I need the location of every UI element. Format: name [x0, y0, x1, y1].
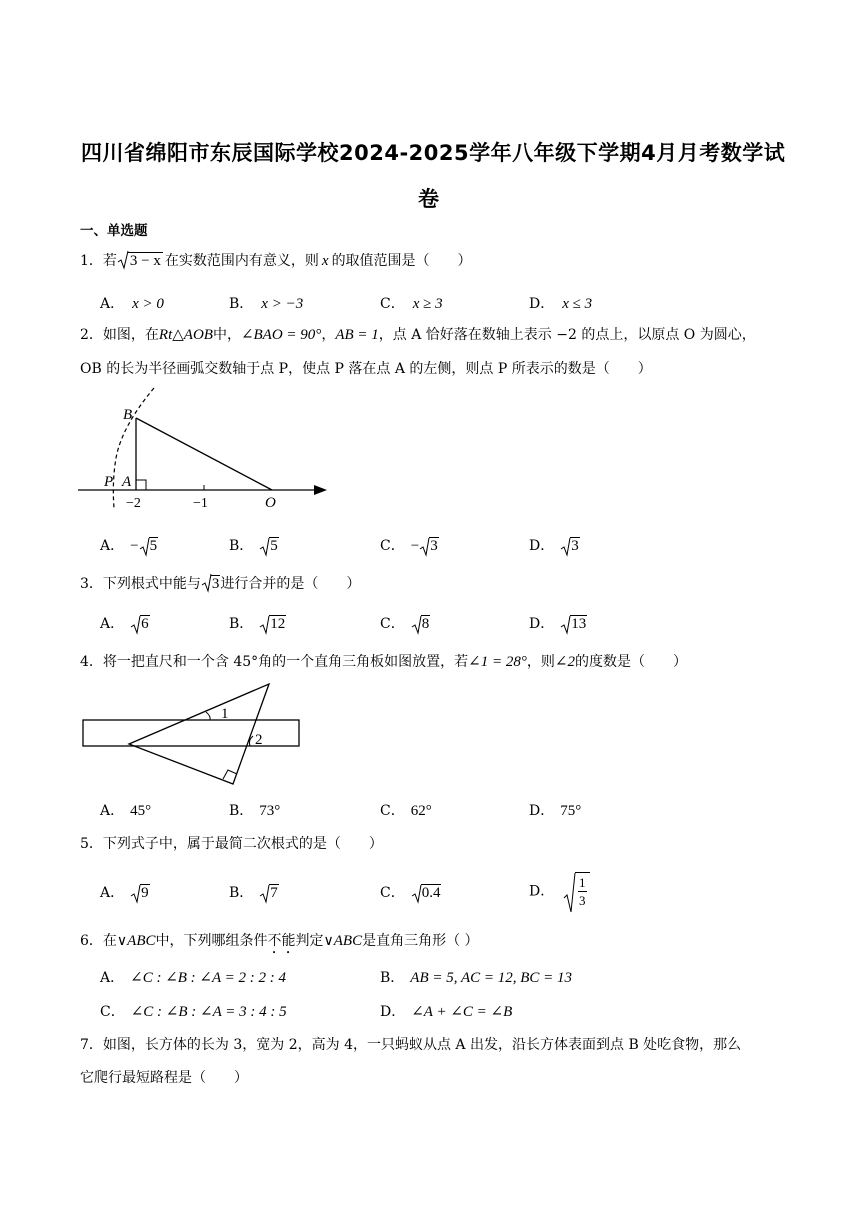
- label-o: O: [265, 495, 276, 511]
- question-7-line2: 它爬行最短路程是（ ）: [80, 1070, 248, 1086]
- q2-option-b[interactable]: B． 5: [229, 535, 279, 555]
- q1-option-d[interactable]: D． x ≤ 3: [529, 296, 593, 312]
- radical-sign: [130, 615, 141, 635]
- question-5: 5．下列式子中，属于最简二次根式的是（ ）: [80, 836, 383, 852]
- question-2-line1: 2．如图，在Rt△AOB中，∠BAO = 90°，AB = 1，点 A 恰好落在数轴上表示 −2 的点上，以原点 O 为圆心，: [80, 327, 756, 343]
- radical-sign: [560, 537, 571, 557]
- radical-sign: [259, 615, 270, 635]
- angle-1-arc: [206, 712, 210, 720]
- right-angle-mark: [136, 480, 146, 490]
- radical-sign: [560, 615, 571, 635]
- q2-option-c[interactable]: C． − 3: [380, 535, 439, 555]
- radical-sign: [130, 884, 141, 904]
- q4-option-d[interactable]: D． 75°: [529, 803, 582, 819]
- radical-sign: [419, 537, 430, 557]
- q4-option-b[interactable]: B． 73°: [229, 803, 281, 819]
- q3-option-d[interactable]: D． 13: [529, 613, 587, 633]
- q4-figure: [80, 680, 320, 790]
- radical-sign: [259, 537, 270, 557]
- radical-sign: [411, 615, 422, 635]
- q2-option-a[interactable]: A． − 5: [100, 535, 158, 555]
- q3-option-c[interactable]: C． 8: [380, 613, 430, 633]
- page-title: 四川省绵阳市东辰国际学校2024-2025学年八年级下学期4月月考数学试: [81, 141, 786, 165]
- q5-option-d[interactable]: D． $\frac{1}{3}$: [529, 872, 590, 909]
- question-2-line2: OB 的长为半径画弧交数轴于点 P，使点 P 落在点 A 的左侧，则点 P 所表示的数是（ ）: [80, 361, 652, 377]
- ruler: [83, 720, 299, 746]
- q6-option-b[interactable]: B． AB = 5, AC = 12, BC = 13: [380, 970, 573, 986]
- q2-figure: [74, 386, 344, 516]
- axis-arrow-icon: [314, 485, 327, 495]
- q5-option-c[interactable]: C． 0.4: [380, 882, 441, 902]
- q4-option-a[interactable]: A． 45°: [100, 803, 152, 819]
- label-b: B: [123, 407, 133, 423]
- q3-option-b[interactable]: B． 12: [229, 613, 286, 633]
- label-angle-1: 1: [221, 706, 229, 722]
- q6-option-c[interactable]: C． ∠C : ∠B : ∠A = 3 : 4 : 5: [100, 1004, 287, 1020]
- page-title-line2: 卷: [418, 187, 440, 211]
- q5-option-b[interactable]: B． 7: [229, 882, 279, 902]
- q6-option-d[interactable]: D． ∠A + ∠C = ∠B: [380, 1004, 513, 1020]
- q5-option-a[interactable]: A． 9: [100, 882, 150, 902]
- radical-sign: [117, 250, 129, 270]
- label-a: A: [122, 474, 132, 490]
- q6-option-a[interactable]: A． ∠C : ∠B : ∠A = 2 : 2 : 4: [100, 970, 286, 986]
- radical-sign: [139, 537, 150, 557]
- question-7-line1: 7．如图，长方体的长为 3，宽为 2，高为 4，一只蚂蚁从点 A 出发，沿长方体表面到点 B 处吃食物，那么: [80, 1037, 742, 1053]
- sqrt-3-minus-x: 3 − x: [117, 251, 163, 271]
- radical-sign: [201, 573, 212, 593]
- question-1: 1．若 3 − x 在实数范围内有意义，则 x 的取值范围是（ ）: [80, 251, 472, 271]
- section-heading: 一、单选题: [80, 223, 148, 239]
- q2-option-d[interactable]: D． 3: [529, 535, 580, 555]
- q4-option-c[interactable]: C． 62°: [380, 803, 432, 819]
- label-p: P: [104, 474, 114, 490]
- question-4: 4．将一把直尺和一个含 45°角的一个直角三角板如图放置，若∠1 = 28°，则∠2的度数是（ ）: [80, 654, 687, 670]
- question-6: 6．在∨ABC中，下列哪组条件不能判定∨ABC是直角三角形（ ）: [80, 933, 479, 949]
- question-3: 3．下列根式中能与 3进行合并的是（ ）: [80, 574, 360, 594]
- q1-option-a[interactable]: A． x > 0: [100, 296, 164, 312]
- label-minus-1: −1: [193, 496, 208, 511]
- q3-option-a[interactable]: A． 6: [100, 613, 150, 633]
- q1-option-b[interactable]: B． x > −3: [229, 296, 304, 312]
- segment-bo: [136, 418, 272, 490]
- emphasis-not-able: 不能: [267, 933, 296, 949]
- label-angle-2: 2: [255, 732, 263, 748]
- question-1-number: 1．若: [80, 253, 117, 269]
- label-minus-2: −2: [126, 496, 141, 511]
- radical-sign: [411, 884, 422, 904]
- fraction-1-3: $\frac{1}{3}$: [575, 872, 590, 908]
- radical-sign: [563, 872, 576, 914]
- q1-option-c[interactable]: C． x ≥ 3: [380, 296, 443, 312]
- radical-sign: [259, 884, 270, 904]
